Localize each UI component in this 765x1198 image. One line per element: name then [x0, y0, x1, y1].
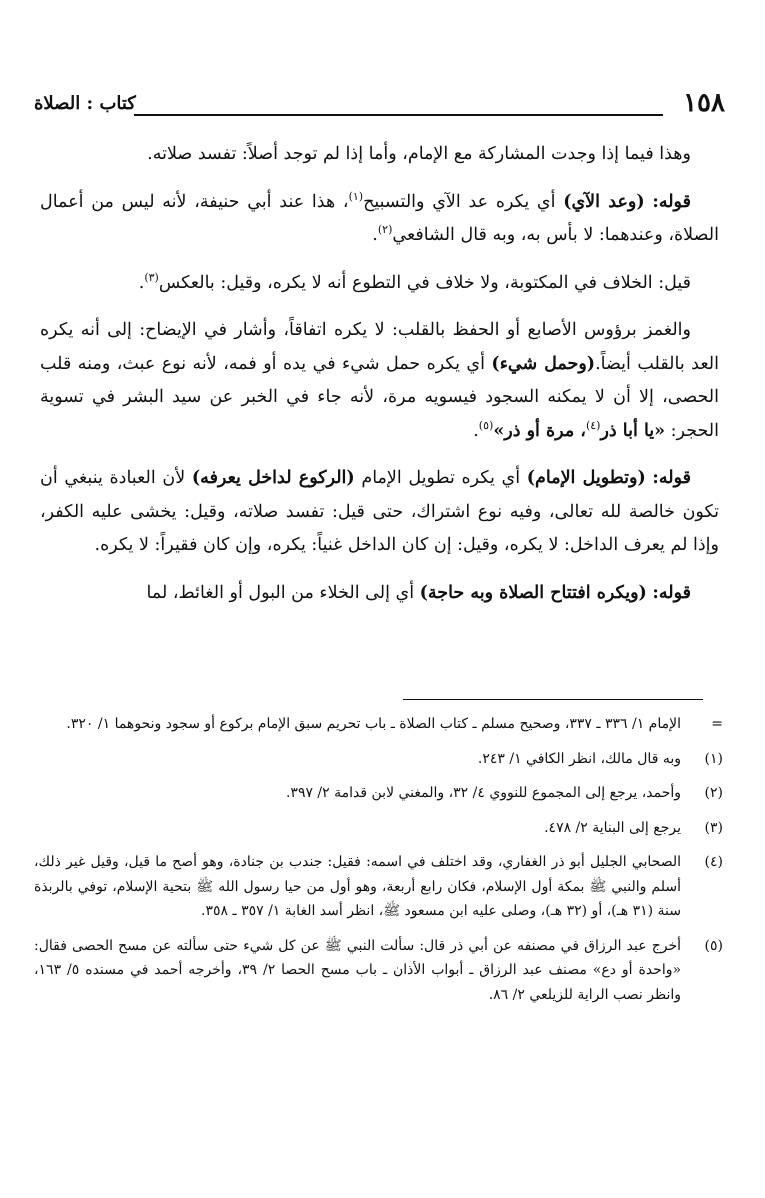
paragraph: والغمز برؤوس الأصابع أو الحفظ بالقلب: لا يكره اتفاقاً، وأشار في الإيضاح: إلى أنه يكره العد بالقلب أيضاً.(وحمل شيء) أي يكره حمل شيء في يده أو فمه، لأنه نوع عبث، ومنه قلب الحصى، إلا أن لا يمكنه السجود فيسويه مرة، لأنه جاء في الخبر عن سيد البشر في تسوية الحجر: «يا أبا ذر$^{(٤)}$، مرة أو ذر»$^{(٥)}$.	[40, 320, 719, 441]
paragraph: قوله: (وعد الآي) أي يكره عد الآي والتسبيح$^{(١)}$، هذا عند أبي حنيفة، لأنه ليس من أعمال الصلاة، وعندهما: لا بأس به، وبه قال الشافعي$^{(٢)}$.	[40, 189, 719, 245]
paragraph: قوله: (ويكره افتتاح الصلاة وبه حاجة) أي إلى الخلاء من البول أو الغائط، لما	[146, 582, 691, 603]
footnotes	[34, 712, 725, 1017]
footnote: (٢) وأحمد، يرجع إلى المجموع للنووي ٤/ ٣٢، والمغني لابن قدامة ٢/ ٣٩٧.	[285, 785, 723, 801]
footnote: = الإمام ١/ ٣٣٦ ـ ٣٣٧، وصحيح مسلم ـ كتاب الصلاة ـ باب تحريم سبق الإمام بركوع أو سجود ونحوهما ١/ ٣٢٠.	[66, 716, 723, 732]
footnote: (١) وبه قال مالك، انظر الكافي ١/ ٢٤٣.	[477, 750, 723, 767]
footnote-ref[interactable]: (٥)	[478, 418, 494, 432]
main-text	[40, 138, 719, 610]
footnote: (٥) أخرج عبد الرزاق في مصنفه عن أبي ذر قال: سألت النبي ﷺ عن كل شيء حتى سألته عن مسح الحصى فقال: «واحدة أو دع» مصنف عبد الرزاق ـ أبواب الأذان ـ باب مسح الحصا ٢/ ٣٩، وأخرجه أحمد في مسنده ٥/ ١٦٣، وانظر نصب الراية للزيلعي ٢/ ٨٦.	[34, 937, 723, 1003]
footnote-ref[interactable]: (١)	[348, 189, 364, 203]
footnote: (٣) يرجع إلى البناية ٢/ ٤٧٨.	[544, 819, 723, 836]
footnote-ref[interactable]: (٣)	[144, 270, 159, 284]
paragraph: وهذا فيما إذا وجدت المشاركة مع الإمام، وأما إذا لم توجد أصلاً: تفسد صلاته.	[147, 144, 691, 164]
chapter-title: كتاب : الصلاة	[34, 93, 136, 114]
paragraph: قوله: (وتطويل الإمام) أي يكره تطويل الإمام (الركوع لداخل يعرفه) لأن العبادة ينبغي أن تكون خالصة لله تعالى، وفيه نوع اشتراك، حتى قيل: تفسد صلاته، وقيل: يخشى عليه الكفر، وإذا لم يعرف الداخل: لا يكره، وقيل: إن كان الداخل غنياً: يكره، وإن كان فقيراً: لا يكره.	[40, 468, 719, 555]
header-rule	[134, 114, 663, 116]
page-number: ١٥٨	[683, 88, 725, 118]
paragraph: قيل: الخلاف في المكتوبة، ولا خلاف في التطوع أنه لا يكره، وقيل: بالعكس$^{(٣)}$.	[138, 270, 691, 293]
footnote: (٤) الصحابي الجليل أبو ذر الغفاري، وقد اختلف في اسمه: فقيل: جندب بن جنادة، وهو أصح ما قيل، وقيل غير ذلك، أسلم والنبي ﷺ بمكة أول الإسلام، فكان رابع أربعة، وهو أول من حيا رسول الله ﷺ بتحية الإسلام، توفي بالربذة سنة (٣١ هـ)، أو (٣٢ هـ)، وصلى عليه ابن مسعود ﷺ، انظر أسد الغابة ١/ ٣٥٧ ـ ٣٥٨.	[34, 854, 723, 919]
footnote-ref[interactable]: (٢)	[377, 223, 393, 237]
running-header	[34, 88, 725, 122]
footnote-separator	[403, 699, 703, 700]
footnote-ref[interactable]: (٤)	[585, 418, 601, 432]
